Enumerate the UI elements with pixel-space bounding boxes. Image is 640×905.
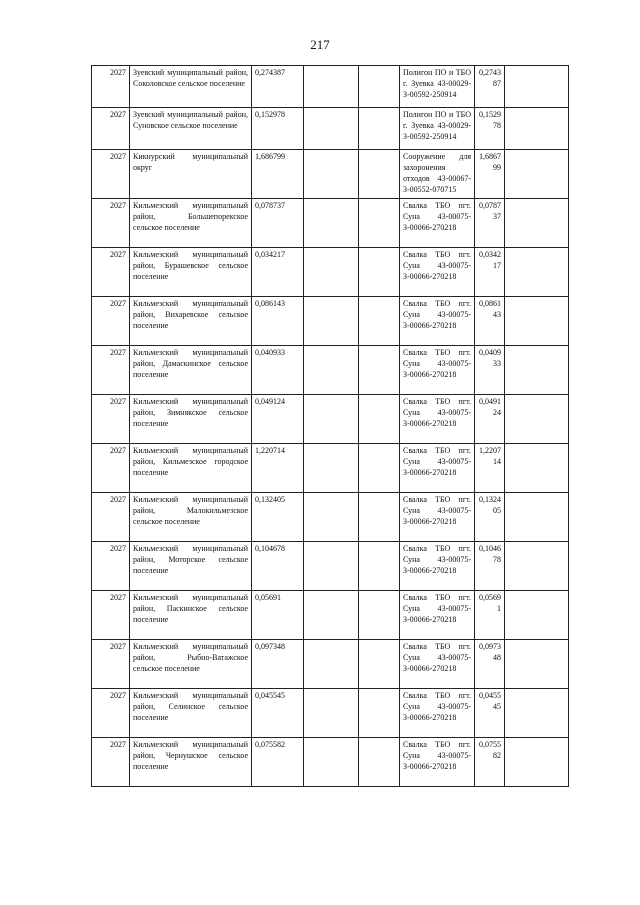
municipality-cell: Зуевский муниципальный район, Суновское сельское поселение	[130, 108, 252, 150]
table-body	[92, 66, 569, 787]
table-row	[92, 297, 569, 346]
waste-mass-cell: 1,686799	[252, 150, 304, 199]
disposal-object-cell: Полигон ПО и ТБО г. Зуевка 43-00029-З-00592-250914	[400, 66, 475, 108]
disposal-object-cell: Свалка ТБО пгт. Суна 43-00075-З-00066-270218	[400, 395, 475, 444]
empty-cell	[505, 640, 569, 689]
disposal-volume-cell: 0,097348	[475, 640, 505, 689]
municipality-cell: Кильмезский муниципальный район, Бурашевское сельское поселение	[130, 248, 252, 297]
disposal-volume-cell: 0,274387	[475, 66, 505, 108]
disposal-object-cell: Свалка ТБО пгт. Суна 43-00075-З-00066-270218	[400, 591, 475, 640]
disposal-volume-cell: 0,104678	[475, 542, 505, 591]
disposal-volume-cell: 1,220714	[475, 444, 505, 493]
disposal-volume-cell: 0,132405	[475, 493, 505, 542]
waste-mass-cell: 0,040933	[252, 346, 304, 395]
waste-mass-cell: 0,086143	[252, 297, 304, 346]
disposal-volume-cell: 0,152978	[475, 108, 505, 150]
empty-cell	[505, 738, 569, 787]
disposal-object-cell: Свалка ТБО пгт. Суна 43-00075-З-00066-270218	[400, 346, 475, 395]
waste-mass-cell: 0,152978	[252, 108, 304, 150]
year-cell: 2027	[92, 738, 130, 787]
empty-cell	[304, 199, 359, 248]
disposal-object-cell: Свалка ТБО пгт. Суна 43-00075-З-00066-270218	[400, 248, 475, 297]
municipality-cell: Кильмезский муниципальный район, Моторское сельское поселение	[130, 542, 252, 591]
empty-cell	[505, 248, 569, 297]
empty-cell	[359, 199, 400, 248]
disposal-volume-cell: 0,086143	[475, 297, 505, 346]
empty-cell	[505, 493, 569, 542]
table-row	[92, 738, 569, 787]
empty-cell	[359, 689, 400, 738]
disposal-volume-cell: 0,075582	[475, 738, 505, 787]
table-row	[92, 395, 569, 444]
municipality-cell: Кильмезский муниципальный район, Дамаскинское сельское поселение	[130, 346, 252, 395]
waste-mass-cell: 0,104678	[252, 542, 304, 591]
empty-cell	[359, 108, 400, 150]
empty-cell	[505, 395, 569, 444]
table-row	[92, 640, 569, 689]
empty-cell	[304, 640, 359, 689]
year-cell: 2027	[92, 689, 130, 738]
waste-mass-cell: 0,097348	[252, 640, 304, 689]
empty-cell	[359, 542, 400, 591]
disposal-object-cell: Свалка ТБО пгт. Суна 43-00075-З-00066-270218	[400, 444, 475, 493]
municipality-cell: Кильмезский муниципальный район, Малокильмезское сельское поселение	[130, 493, 252, 542]
empty-cell	[304, 493, 359, 542]
year-cell: 2027	[92, 444, 130, 493]
empty-cell	[359, 248, 400, 297]
empty-cell	[505, 346, 569, 395]
empty-cell	[359, 66, 400, 108]
empty-cell	[359, 640, 400, 689]
municipality-cell: Кильмезский муниципальный район, Большепорекское сельское поселение	[130, 199, 252, 248]
disposal-object-cell: Свалка ТБО пгт. Суна 43-00075-З-00066-270218	[400, 297, 475, 346]
empty-cell	[359, 444, 400, 493]
waste-mass-cell: 0,05691	[252, 591, 304, 640]
page-number: 217	[310, 37, 330, 52]
empty-cell	[359, 591, 400, 640]
municipality-cell: Кильмезский муниципальный район, Рыбно-Ватажское сельское поселение	[130, 640, 252, 689]
disposal-object-cell: Сооружение для захоронения отходов 43-00067-З-00552-070715	[400, 150, 475, 199]
waste-mass-cell: 0,045545	[252, 689, 304, 738]
waste-mass-cell: 0,274387	[252, 66, 304, 108]
year-cell: 2027	[92, 493, 130, 542]
disposal-volume-cell: 0,040933	[475, 346, 505, 395]
empty-cell	[304, 591, 359, 640]
year-cell: 2027	[92, 108, 130, 150]
empty-cell	[505, 108, 569, 150]
empty-cell	[505, 444, 569, 493]
disposal-volume-cell: 0,045545	[475, 689, 505, 738]
empty-cell	[505, 66, 569, 108]
waste-flow-table	[91, 65, 569, 787]
table-row	[92, 542, 569, 591]
disposal-object-cell: Свалка ТБО пгт. Суна 43-00075-З-00066-270218	[400, 493, 475, 542]
municipality-cell: Кильмезский муниципальный район, Чернушское сельское поселение	[130, 738, 252, 787]
empty-cell	[304, 150, 359, 199]
empty-cell	[359, 395, 400, 444]
year-cell: 2027	[92, 150, 130, 199]
empty-cell	[304, 108, 359, 150]
disposal-volume-cell: 1,686799	[475, 150, 505, 199]
empty-cell	[359, 297, 400, 346]
empty-cell	[359, 493, 400, 542]
empty-cell	[304, 248, 359, 297]
table-row	[92, 591, 569, 640]
year-cell: 2027	[92, 248, 130, 297]
disposal-volume-cell: 0,05691	[475, 591, 505, 640]
table-row	[92, 108, 569, 150]
empty-cell	[505, 297, 569, 346]
empty-cell	[304, 66, 359, 108]
disposal-object-cell: Свалка ТБО пгт. Суна 43-00075-З-00066-270218	[400, 199, 475, 248]
year-cell: 2027	[92, 542, 130, 591]
empty-cell	[505, 542, 569, 591]
empty-cell	[304, 738, 359, 787]
empty-cell	[505, 150, 569, 199]
table-row	[92, 248, 569, 297]
municipality-cell: Кильмезский муниципальный район, Кильмезское городское поселение	[130, 444, 252, 493]
table-row	[92, 150, 569, 199]
empty-cell	[304, 395, 359, 444]
disposal-volume-cell: 0,078737	[475, 199, 505, 248]
empty-cell	[505, 591, 569, 640]
year-cell: 2027	[92, 395, 130, 444]
table-row	[92, 444, 569, 493]
waste-mass-cell: 0,075582	[252, 738, 304, 787]
empty-cell	[359, 346, 400, 395]
waste-mass-cell: 1,220714	[252, 444, 304, 493]
waste-mass-cell: 0,132405	[252, 493, 304, 542]
waste-mass-cell: 0,034217	[252, 248, 304, 297]
empty-cell	[505, 199, 569, 248]
municipality-cell: Кильмезский муниципальный район, Вихаревское сельское поселение	[130, 297, 252, 346]
empty-cell	[304, 542, 359, 591]
municipality-cell: Кильмезский муниципальный район, Зимнякское сельское поселение	[130, 395, 252, 444]
year-cell: 2027	[92, 66, 130, 108]
table-row	[92, 493, 569, 542]
table-row	[92, 66, 569, 108]
empty-cell	[304, 689, 359, 738]
disposal-object-cell: Свалка ТБО пгт. Суна 43-00075-З-00066-270218	[400, 689, 475, 738]
waste-mass-cell: 0,049124	[252, 395, 304, 444]
waste-mass-cell: 0,078737	[252, 199, 304, 248]
empty-cell	[359, 150, 400, 199]
municipality-cell: Кильмезский муниципальный район, Паскинское сельское поселение	[130, 591, 252, 640]
empty-cell	[304, 346, 359, 395]
municipality-cell: Кильмезский муниципальный район, Селинское сельское поселение	[130, 689, 252, 738]
disposal-object-cell: Свалка ТБО пгт. Суна 43-00075-З-00066-270218	[400, 640, 475, 689]
disposal-object-cell: Полигон ПО и ТБО г. Зуевка 43-00029-З-00592-250914	[400, 108, 475, 150]
empty-cell	[359, 738, 400, 787]
year-cell: 2027	[92, 640, 130, 689]
table-row	[92, 689, 569, 738]
empty-cell	[505, 689, 569, 738]
year-cell: 2027	[92, 297, 130, 346]
disposal-object-cell: Свалка ТБО пгт. Суна 43-00075-З-00066-270218	[400, 738, 475, 787]
municipality-cell: Зуевский муниципальный район, Соколовское сельское поселение	[130, 66, 252, 108]
year-cell: 2027	[92, 346, 130, 395]
disposal-volume-cell: 0,049124	[475, 395, 505, 444]
year-cell: 2027	[92, 591, 130, 640]
empty-cell	[304, 297, 359, 346]
table-row	[92, 199, 569, 248]
municipality-cell: Кикнурский муниципальный округ	[130, 150, 252, 199]
table-row	[92, 346, 569, 395]
disposal-volume-cell: 0,034217	[475, 248, 505, 297]
disposal-object-cell: Свалка ТБО пгт. Суна 43-00075-З-00066-270218	[400, 542, 475, 591]
empty-cell	[304, 444, 359, 493]
year-cell: 2027	[92, 199, 130, 248]
